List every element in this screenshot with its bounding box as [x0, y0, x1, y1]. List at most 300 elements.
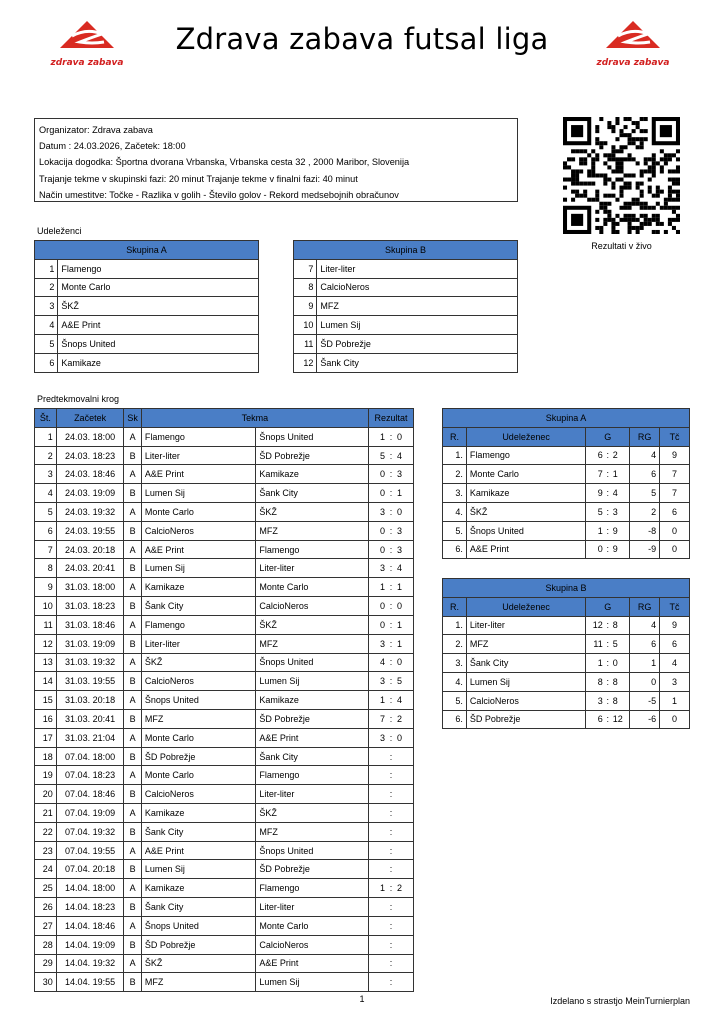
- standing-goal-diff: 5: [630, 484, 660, 503]
- standing-rank: 2.: [443, 635, 467, 654]
- away-team: Šank City: [256, 747, 369, 766]
- match-start: 31.03. 20:18: [56, 691, 124, 710]
- score-separator: :: [389, 469, 393, 480]
- participant-row: [294, 278, 518, 297]
- score-separator: :: [389, 657, 393, 668]
- away-team: Flamengo: [256, 540, 369, 559]
- standing-team: MFZ: [466, 635, 585, 654]
- goals-separator: :: [606, 469, 609, 480]
- away-score: 5: [396, 676, 402, 687]
- standing-goal-diff: -5: [630, 691, 660, 710]
- match-number: 27: [35, 916, 57, 935]
- goals-against: 5: [612, 639, 618, 650]
- standing-goal-diff: 6: [630, 635, 660, 654]
- standing-goals: [586, 446, 630, 465]
- match-start: 14.04. 19:09: [56, 935, 124, 954]
- event-info-box: [34, 118, 518, 202]
- match-row: [35, 954, 414, 973]
- match-result: [368, 427, 413, 446]
- goals-against: 2: [612, 450, 618, 461]
- away-score: 0: [396, 657, 402, 668]
- match-group: B: [124, 709, 142, 728]
- match-start: 31.03. 18:00: [56, 578, 124, 597]
- col-start: Začetek: [56, 409, 124, 428]
- match-row: [35, 822, 414, 841]
- home-score: [369, 940, 385, 950]
- match-result: [368, 973, 413, 992]
- away-team: ŠD Pobrežje: [256, 709, 369, 728]
- participant-row: [35, 297, 259, 316]
- score-separator: :: [389, 864, 393, 875]
- match-group: B: [124, 973, 142, 992]
- away-score: [397, 977, 413, 987]
- team-number: 1: [35, 259, 58, 278]
- score-separator: :: [389, 770, 393, 781]
- organizer-line: Organizator: Zdrava zabava: [39, 125, 153, 135]
- standing-row: [443, 446, 690, 465]
- goals-against: 8: [612, 695, 618, 706]
- match-group: B: [124, 597, 142, 616]
- score-separator: :: [389, 883, 393, 894]
- goals-for: 0: [597, 544, 603, 555]
- standings-group-a: [442, 408, 690, 559]
- participant-row: [35, 334, 259, 353]
- match-row: [35, 747, 414, 766]
- away-score: 3: [396, 469, 402, 480]
- away-score: 0: [396, 506, 402, 517]
- score-separator: :: [389, 431, 393, 442]
- match-row: [35, 973, 414, 992]
- goals-separator: :: [606, 544, 609, 555]
- standing-points: 0: [660, 521, 690, 540]
- home-score: 1: [379, 695, 385, 706]
- away-team: ŠKŽ: [256, 615, 369, 634]
- participant-row: [35, 316, 259, 335]
- home-team: Kamikaze: [141, 879, 256, 898]
- col-team: Udeleženec: [466, 427, 585, 446]
- home-score: 3: [379, 676, 385, 687]
- match-start: 31.03. 21:04: [56, 728, 124, 747]
- goals-separator: :: [606, 450, 609, 461]
- away-score: [397, 770, 413, 780]
- goals-against: 9: [612, 544, 618, 555]
- match-group: A: [124, 879, 142, 898]
- home-score: 0: [379, 619, 385, 630]
- standing-goals: [586, 691, 630, 710]
- match-row: [35, 672, 414, 691]
- home-score: 1: [379, 582, 385, 593]
- home-team: CalcioNeros: [141, 672, 256, 691]
- match-result: [368, 785, 413, 804]
- match-result: [368, 691, 413, 710]
- match-group: B: [124, 521, 142, 540]
- match-group: B: [124, 935, 142, 954]
- location-line: Lokacija dogodka: Športna dvorana Vrbanska, Vrbanska cesta 32 , 2000 Maribor, Slovenija: [39, 157, 410, 168]
- match-result: [368, 540, 413, 559]
- home-team: Monte Carlo: [141, 766, 256, 785]
- score-separator: :: [389, 619, 393, 630]
- match-group: B: [124, 822, 142, 841]
- match-group: A: [124, 804, 142, 823]
- score-separator: :: [389, 713, 393, 724]
- home-team: Monte Carlo: [141, 728, 256, 747]
- home-score: [369, 789, 385, 799]
- standing-row: [443, 521, 690, 540]
- standing-row: [443, 484, 690, 503]
- col-group: Sk: [124, 409, 142, 428]
- match-start: 31.03. 19:09: [56, 634, 124, 653]
- match-start: 14.04. 19:55: [56, 973, 124, 992]
- standing-points: 4: [660, 654, 690, 673]
- standing-team: Šank City: [466, 654, 585, 673]
- standing-goal-diff: 4: [630, 616, 660, 635]
- match-row: [35, 559, 414, 578]
- score-separator: :: [389, 977, 393, 988]
- away-score: [397, 789, 413, 799]
- match-group: B: [124, 446, 142, 465]
- home-team: CalcioNeros: [141, 521, 256, 540]
- team-name: CalcioNeros: [317, 278, 518, 297]
- goals-against: 9: [612, 525, 618, 536]
- standing-points: 7: [660, 484, 690, 503]
- match-result: [368, 860, 413, 879]
- match-start: 14.04. 18:46: [56, 916, 124, 935]
- match-result: [368, 465, 413, 484]
- match-number: 20: [35, 785, 57, 804]
- match-result: [368, 446, 413, 465]
- score-separator: :: [389, 695, 393, 706]
- score-separator: :: [389, 506, 393, 517]
- away-team: CalcioNeros: [256, 597, 369, 616]
- match-start: 24.03. 18:00: [56, 427, 124, 446]
- away-score: 3: [396, 525, 402, 536]
- standing-goal-diff: 1: [630, 654, 660, 673]
- match-start: 07.04. 19:09: [56, 804, 124, 823]
- logo-text: zdrava zabava: [50, 58, 124, 68]
- team-number: 8: [294, 278, 317, 297]
- away-score: 4: [396, 450, 402, 461]
- match-start: 24.03. 20:18: [56, 540, 124, 559]
- score-separator: :: [389, 582, 393, 593]
- standing-goals: [586, 635, 630, 654]
- match-number: 4: [35, 484, 57, 503]
- match-result: [368, 804, 413, 823]
- goals-against: 12: [612, 714, 623, 725]
- home-team: Flamengo: [141, 615, 256, 634]
- score-separator: :: [389, 638, 393, 649]
- match-row: [35, 521, 414, 540]
- match-group: B: [124, 898, 142, 917]
- col-goals: G: [586, 427, 630, 446]
- away-team: ŠKŽ: [256, 804, 369, 823]
- team-name: A&E Print: [58, 316, 259, 335]
- match-row: [35, 634, 414, 653]
- team-number: 4: [35, 316, 58, 335]
- team-number: 6: [35, 353, 58, 372]
- home-team: Monte Carlo: [141, 503, 256, 522]
- goals-separator: :: [606, 676, 609, 687]
- match-result: [368, 766, 413, 785]
- team-number: 7: [294, 259, 317, 278]
- home-score: [369, 846, 385, 856]
- away-team: Liter-liter: [256, 898, 369, 917]
- team-number: 11: [294, 334, 317, 353]
- match-start: 31.03. 18:46: [56, 615, 124, 634]
- match-group: A: [124, 503, 142, 522]
- standing-points: 6: [660, 502, 690, 521]
- standing-team: Liter-liter: [466, 616, 585, 635]
- standing-points: 9: [660, 616, 690, 635]
- ranking-line: Način umestitve: Točke - Razlika v golih - Število golov - Rekord medsebojnih obračunov: [39, 189, 399, 200]
- standing-goals: [586, 616, 630, 635]
- standings-a-title: Skupina A: [443, 409, 690, 428]
- match-row: [35, 728, 414, 747]
- away-team: MFZ: [256, 634, 369, 653]
- home-score: 0: [379, 525, 385, 536]
- home-team: Šnops United: [141, 691, 256, 710]
- home-score: [369, 770, 385, 780]
- standing-team: Monte Carlo: [466, 465, 585, 484]
- match-number: 18: [35, 747, 57, 766]
- match-start: 14.04. 18:00: [56, 879, 124, 898]
- match-start: 24.03. 19:55: [56, 521, 124, 540]
- standing-row: [443, 502, 690, 521]
- col-points: Tč: [660, 597, 690, 616]
- home-score: [369, 921, 385, 931]
- home-team: CalcioNeros: [141, 785, 256, 804]
- standing-goal-diff: 2: [630, 502, 660, 521]
- participant-row: [35, 278, 259, 297]
- match-group: B: [124, 559, 142, 578]
- standing-goal-diff: -8: [630, 521, 660, 540]
- home-score: [369, 977, 385, 987]
- goals-against: 1: [612, 469, 618, 480]
- away-score: 1: [396, 582, 402, 593]
- standing-row: [443, 616, 690, 635]
- home-team: Šank City: [141, 597, 256, 616]
- standing-goals: [586, 540, 630, 559]
- away-team: Liter-liter: [256, 785, 369, 804]
- match-number: 15: [35, 691, 57, 710]
- score-separator: :: [389, 789, 393, 800]
- team-name: ŠKŽ: [58, 297, 259, 316]
- standing-goals: [586, 521, 630, 540]
- match-number: 29: [35, 954, 57, 973]
- away-score: [397, 940, 413, 950]
- logo-icon: [42, 18, 132, 60]
- score-separator: :: [389, 563, 393, 574]
- match-row: [35, 935, 414, 954]
- match-row: [35, 465, 414, 484]
- goals-for: 5: [597, 506, 603, 517]
- standing-goal-diff: 0: [630, 672, 660, 691]
- match-group: A: [124, 728, 142, 747]
- goals-for: 7: [597, 469, 603, 480]
- standing-row: [443, 691, 690, 710]
- away-team: MFZ: [256, 521, 369, 540]
- away-score: 4: [396, 695, 402, 706]
- goals-for: 1: [597, 525, 603, 536]
- score-separator: :: [389, 826, 393, 837]
- match-row: [35, 446, 414, 465]
- score-separator: :: [389, 902, 393, 913]
- match-number: 9: [35, 578, 57, 597]
- match-number: 30: [35, 973, 57, 992]
- logo-icon: [588, 18, 678, 60]
- col-points: Tč: [660, 427, 690, 446]
- match-start: 31.03. 18:23: [56, 597, 124, 616]
- home-team: Liter-liter: [141, 446, 256, 465]
- home-score: [369, 864, 385, 874]
- away-score: 0: [396, 732, 402, 743]
- match-result: [368, 578, 413, 597]
- match-start: 31.03. 19:55: [56, 672, 124, 691]
- goals-for: 6: [597, 450, 603, 461]
- match-result: [368, 653, 413, 672]
- team-name: Liter-liter: [317, 259, 518, 278]
- score-separator: :: [389, 544, 393, 555]
- qr-code-icon[interactable]: [563, 117, 680, 234]
- col-rank: R.: [443, 427, 467, 446]
- match-row: [35, 709, 414, 728]
- goals-against: 4: [612, 488, 618, 499]
- home-score: 7: [379, 713, 385, 724]
- away-score: [397, 827, 413, 837]
- home-score: 3: [379, 506, 385, 517]
- goals-for: 11: [593, 639, 603, 650]
- standing-rank: 4.: [443, 672, 467, 691]
- goals-separator: :: [606, 639, 609, 650]
- home-team: ŠD Pobrežje: [141, 747, 256, 766]
- logo-text: zdrava zabava: [596, 58, 670, 68]
- home-team: Šank City: [141, 898, 256, 917]
- away-team: Šnops United: [256, 427, 369, 446]
- match-group: A: [124, 465, 142, 484]
- match-start: 07.04. 18:46: [56, 785, 124, 804]
- match-row: [35, 615, 414, 634]
- away-team: A&E Print: [256, 954, 369, 973]
- match-start: 24.03. 19:09: [56, 484, 124, 503]
- standing-points: 1: [660, 691, 690, 710]
- standing-team: Kamikaze: [466, 484, 585, 503]
- score-separator: :: [389, 845, 393, 856]
- away-score: [397, 808, 413, 818]
- away-team: Kamikaze: [256, 465, 369, 484]
- match-start: 14.04. 18:23: [56, 898, 124, 917]
- col-no: Št.: [35, 409, 57, 428]
- match-row: [35, 540, 414, 559]
- match-start: 24.03. 18:46: [56, 465, 124, 484]
- team-number: 5: [35, 334, 58, 353]
- match-result: [368, 935, 413, 954]
- team-name: ŠD Pobrežje: [317, 334, 518, 353]
- duration-line: Trajanje tekme v skupinski fazi: 20 minut Trajanje tekme v finalni fazi: 40 minut: [39, 173, 358, 184]
- match-group: A: [124, 954, 142, 973]
- match-number: 12: [35, 634, 57, 653]
- match-group: B: [124, 672, 142, 691]
- match-row: [35, 691, 414, 710]
- match-start: 07.04. 19:55: [56, 841, 124, 860]
- match-number: 16: [35, 709, 57, 728]
- home-team: ŠD Pobrežje: [141, 935, 256, 954]
- team-number: 12: [294, 353, 317, 372]
- away-score: [397, 921, 413, 931]
- home-score: [369, 902, 385, 912]
- match-group: A: [124, 653, 142, 672]
- home-score: 0: [379, 488, 385, 499]
- goals-against: 8: [612, 676, 618, 687]
- goals-for: 6: [597, 714, 603, 725]
- goals-for: 3: [597, 695, 603, 706]
- match-result: [368, 728, 413, 747]
- match-result: [368, 822, 413, 841]
- match-result: [368, 634, 413, 653]
- score-separator: :: [389, 958, 393, 969]
- goals-for: 1: [597, 658, 603, 669]
- standing-points: 0: [660, 710, 690, 729]
- participant-row: [35, 353, 259, 372]
- away-team: CalcioNeros: [256, 935, 369, 954]
- match-row: [35, 860, 414, 879]
- away-team: Liter-liter: [256, 559, 369, 578]
- home-team: MFZ: [141, 709, 256, 728]
- standing-team: ŠD Pobrežje: [466, 710, 585, 729]
- score-separator: :: [389, 676, 393, 687]
- qr-label: Rezultati v živo: [591, 241, 652, 251]
- goals-for: 8: [597, 676, 603, 687]
- match-result: [368, 503, 413, 522]
- match-result: [368, 597, 413, 616]
- team-name: Kamikaze: [58, 353, 259, 372]
- team-number: 9: [294, 297, 317, 316]
- score-separator: :: [389, 732, 393, 743]
- home-score: [369, 827, 385, 837]
- home-team: ŠKŽ: [141, 954, 256, 973]
- match-number: 22: [35, 822, 57, 841]
- match-row: [35, 484, 414, 503]
- match-result: [368, 954, 413, 973]
- match-row: [35, 503, 414, 522]
- match-result: [368, 559, 413, 578]
- goals-separator: :: [606, 620, 609, 631]
- match-number: 11: [35, 615, 57, 634]
- match-start: 24.03. 18:23: [56, 446, 124, 465]
- standing-row: [443, 654, 690, 673]
- match-result: [368, 879, 413, 898]
- standing-goal-diff: -9: [630, 540, 660, 559]
- goals-separator: :: [606, 658, 609, 669]
- team-name: Šank City: [317, 353, 518, 372]
- away-score: 1: [396, 638, 402, 649]
- match-number: 28: [35, 935, 57, 954]
- score-separator: :: [389, 488, 393, 499]
- match-start: 31.03. 20:41: [56, 709, 124, 728]
- match-start: 07.04. 19:32: [56, 822, 124, 841]
- footer-credit: Izdelano s strastjo MeinTurnierplan: [550, 996, 690, 1006]
- match-start: 07.04. 18:23: [56, 766, 124, 785]
- match-group: B: [124, 484, 142, 503]
- home-score: 5: [379, 450, 385, 461]
- match-number: 24: [35, 860, 57, 879]
- match-start: 07.04. 20:18: [56, 860, 124, 879]
- away-score: 2: [396, 883, 402, 894]
- group-b-title: Skupina B: [294, 241, 518, 260]
- home-score: 1: [379, 883, 385, 894]
- goals-separator: :: [606, 525, 609, 536]
- match-number: 17: [35, 728, 57, 747]
- standing-rank: 5.: [443, 521, 467, 540]
- match-start: 24.03. 20:41: [56, 559, 124, 578]
